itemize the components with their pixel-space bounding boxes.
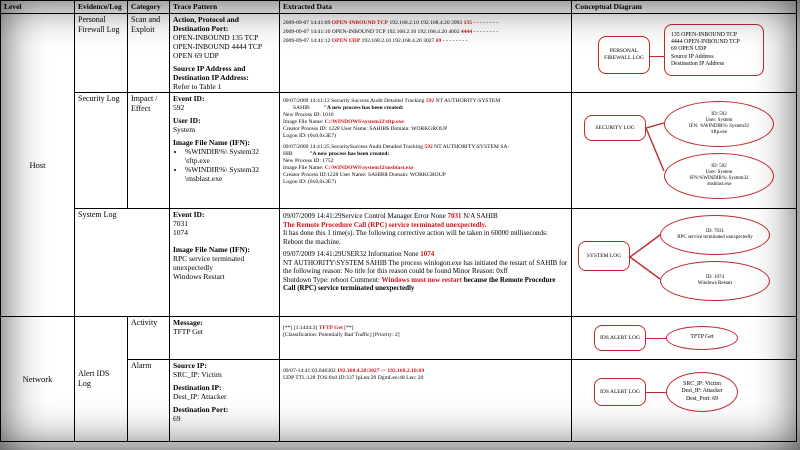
firewall-log-line-2: 2009-09-07 14:41:10 OPEN-INBOUND TCP 192.168.2.10 192.168.4.20 4002 4444 - - - - - - - - bbox=[283, 28, 499, 35]
system-diagram-7031: ID: 7031 RPC service terminated unexpectedly bbox=[660, 215, 770, 255]
system-event-1: 09/07/2009 14:41:29Service Control Manager Error None 7031 N/A SAHIB The Remote Procedure Call (RPC) service terminated unexpectedly. It has done this 1 time(s). The following corrective action will be taken in 60000 milliseconds: Reboot the machine. bbox=[283, 212, 548, 246]
ids-alarm-category: Alarm bbox=[128, 360, 170, 442]
level-host: Host bbox=[1, 14, 75, 317]
system-ifn-value: RPC service terminated unexpectedly bbox=[173, 254, 245, 272]
ids-activity-diagram bbox=[572, 317, 797, 360]
security-row bbox=[1, 93, 797, 209]
security-ifn-item: • %WINDIR%\ System32 \msblast.exe bbox=[185, 165, 276, 183]
firewall-log-line-1: 2009-09-07 14:41:09 OPEN-INBOUND TCP 192.168.2.10 192.168.4.20 3993 135 - - - - - - - - bbox=[283, 20, 499, 26]
ids-alarm-port-value: 69 bbox=[173, 414, 181, 423]
firewall-evidence: Personal Firewall Log bbox=[75, 14, 128, 93]
ids-evidence: Alert IDS Log bbox=[75, 317, 128, 442]
system-ifn-label: Image File Name (IFN): bbox=[173, 245, 250, 254]
level-network: Network bbox=[1, 317, 75, 442]
system-evidence: System Log bbox=[75, 209, 170, 317]
security-event-1: 09/07/2009 14:41:12 Security Success Audit Detailed Tracking 592 NT AUTHORITY\SYSTEM SAHIB "A new process has been created: New Process ID: 1016 Image File Name: C:\WINDOWS\system32\tftp.exe Creator Process ID: 1228 User Name: SAHIB$ Domain: WORKGROUP Logon ID: (0x0,0x3E7) bbox=[283, 98, 501, 139]
system-event-value: 1074 bbox=[173, 228, 188, 237]
ids-activity-extracted: [**] [1:1444:3] TFTP Get [**] [Classification: Potentially Bad Traffic] [Priority: 2] bbox=[280, 317, 572, 360]
ids-alarm-src-label: Source IP: bbox=[173, 361, 207, 370]
security-evidence: Security Log bbox=[75, 93, 128, 209]
ids-activity-diagram-main: IDS ALERT LOG bbox=[594, 325, 646, 351]
ids-activity-value: TFTP Get bbox=[173, 327, 203, 336]
system-diagram bbox=[572, 209, 797, 317]
firewall-trace-value1: OPEN-INBOUND 135 TCP OPEN-INBOUND 4444 TCP OPEN 69 UDP bbox=[173, 33, 262, 60]
firewall-trace bbox=[170, 14, 280, 93]
ids-alarm-diagram-main: IDS ALERT LOG bbox=[594, 378, 646, 406]
ids-alarm-dst-label: Destination IP: bbox=[173, 383, 222, 392]
firewall-connector bbox=[650, 56, 664, 57]
firewall-row bbox=[1, 14, 797, 93]
system-ifn-value: Windows Restart bbox=[173, 272, 225, 281]
security-user-value: System bbox=[173, 125, 196, 134]
ids-activity-row bbox=[1, 317, 797, 360]
ids-alarm-diagram-detail: SRC_IP: Victim Dest_IP: Attacker Dest_Port: 69 bbox=[666, 372, 738, 412]
security-ifn-label: Image File Name (IFN): bbox=[173, 138, 250, 147]
header-evidence: Evidence/Log bbox=[75, 1, 128, 14]
header-trace: Trace Pattern bbox=[170, 1, 280, 14]
header-category: Category bbox=[128, 1, 170, 14]
header-row bbox=[1, 1, 797, 14]
security-diagram-main: SECURITY LOG bbox=[584, 115, 646, 141]
security-trace bbox=[170, 93, 280, 209]
firewall-trace-label1: Action, Protocol and Destination Port: bbox=[173, 15, 239, 33]
system-diagram-1074: ID: 1074 Windows Restart bbox=[660, 261, 770, 301]
security-diagram-msblast: ID: 592 User: System IFN:%WINDIR%\ System32 \msblast.exe bbox=[664, 153, 774, 199]
ids-alarm-trace bbox=[170, 360, 280, 442]
system-trace bbox=[170, 209, 280, 317]
system-diagram-main: SYSTEM LOG bbox=[578, 241, 630, 271]
ids-alarm-extracted: 09/07-14:41:03.846382 192.168.4.20:3027 -> 192.168.2.10:69 UDP TTL:128 TOS:0x0 ID:337 IpLen:20 DgmLen:48 Len: 20 bbox=[280, 360, 572, 442]
security-event-2: 09/07/2009 14:41:25 SecuritySuccess Audit Detailed Tracking 592 NT AUTHORITY\SYSTEM SA- HIB "A new process has been created: New Process ID: 1752 Image File Name: C:\WINDOWS\system32\msblast.exe Creator Process ID:1228 User Name: SAHIB$ Domain: WORKGROUP Logon ID: (0x0,0x3E7) bbox=[283, 143, 510, 185]
system-event-2: 09/07/2009 14:41:29USER32 Information None 1074 NT AUTHORITY\SYSTEM SAHIB The process winlogon.exe has initiated the restart of SAHIB for the following reason: No title for this reason could be found Minor Reason: 0xff Shutdown Type: reboot Comment: Windows must now restart because the Remote Procedure Call (RPC) service terminated unexpectedly bbox=[283, 250, 568, 293]
security-diagram-tftp: ID: 592 User: System IFN: %WINDIR%\ System32 \tftp.exe bbox=[664, 101, 774, 147]
system-row bbox=[1, 209, 797, 317]
ids-alarm-src-value: SRC_IP: Victim bbox=[173, 370, 222, 379]
firewall-diagram-main: PERSONAL FIREWALL LOG bbox=[598, 36, 650, 74]
firewall-trace-value2: Refer to Table 1 bbox=[173, 82, 222, 91]
system-event-value: 7031 bbox=[173, 219, 188, 228]
security-category: Impact / Effect bbox=[128, 93, 170, 209]
firewall-diagram bbox=[572, 14, 797, 93]
header-diagram: Conceptual Diagram bbox=[572, 1, 797, 14]
security-ifn-list bbox=[173, 147, 276, 183]
ids-alarm-dst-value: Dest_IP: Attacker bbox=[173, 392, 227, 401]
header-extracted: Extracted Data bbox=[280, 1, 572, 14]
security-diagram bbox=[572, 93, 797, 209]
ids-activity-label: Message: bbox=[173, 318, 203, 327]
ids-activity-category: Activity bbox=[128, 317, 170, 360]
ids-alarm-connector bbox=[646, 392, 666, 393]
security-event-label: Event ID: bbox=[173, 94, 205, 103]
firewall-extracted bbox=[280, 14, 572, 93]
firewall-category: Scan and Exploit bbox=[128, 14, 170, 93]
firewall-trace-label2: Source IP Address and Destination IP Address: bbox=[173, 64, 249, 82]
ids-activity-connector bbox=[646, 338, 666, 339]
firewall-log-line-3: 2009-09-07 14:41:12 OPEN UDP 192.168.2.10 192.168.4.20 3027 69 - - - - - - - - bbox=[283, 37, 468, 44]
system-event-label: Event ID: bbox=[173, 210, 205, 219]
firewall-diagram-detail: 135 OPEN-INBOUND TCP 4444 OPEN-INBOUND TCP 69 OPEN UDP Source IP Address Destination IP Address bbox=[664, 24, 764, 76]
security-ifn-item: • %WINDIR%\ System32 \tftp.exe bbox=[185, 147, 276, 165]
security-extracted bbox=[280, 93, 572, 209]
security-user-label: User ID: bbox=[173, 116, 201, 125]
ids-activity-diagram-detail: TFTP Get bbox=[666, 326, 738, 350]
ids-alarm-diagram bbox=[572, 360, 797, 442]
ids-activity-trace bbox=[170, 317, 280, 360]
system-extracted bbox=[280, 209, 572, 317]
ids-alarm-port-label: Destination Port: bbox=[173, 405, 229, 414]
security-event-value: 592 bbox=[173, 103, 185, 112]
header-level: Level bbox=[1, 1, 75, 14]
